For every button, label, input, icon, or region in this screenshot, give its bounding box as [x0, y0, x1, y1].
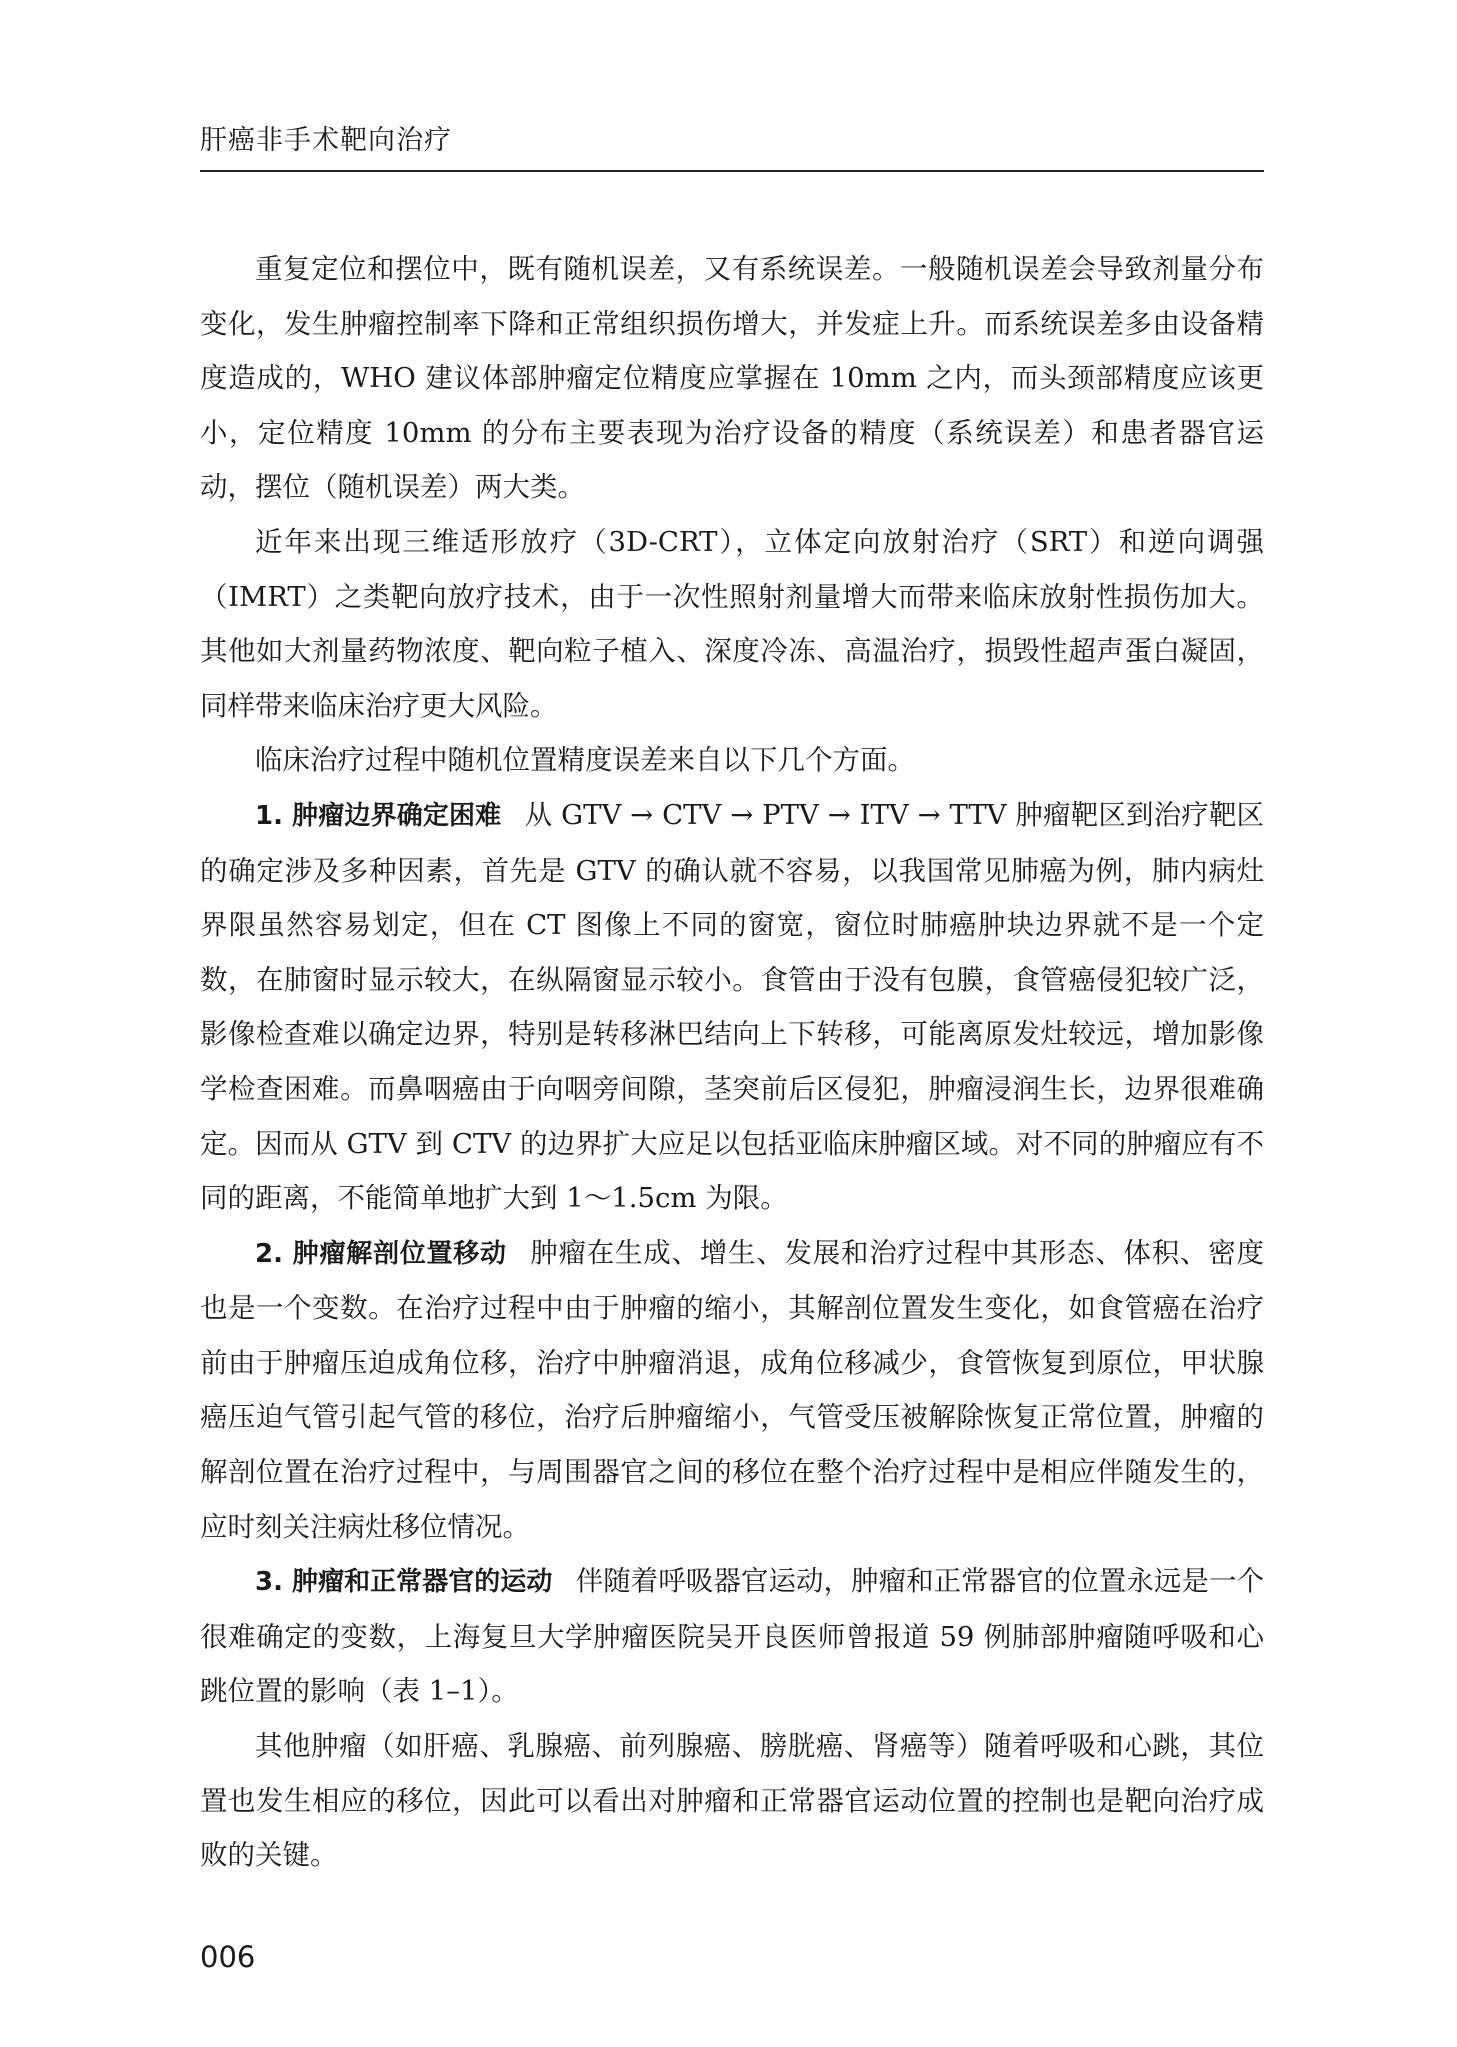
paragraph-2: 近年来出现三维适形放疗（3D-CRT），立体定向放射治疗（SRT）和逆向调强（IMRT）之类靶向放疗技术，由于一次性照射剂量增大而带来临床放射性损伤加大。其他如大剂量药物浓度、靶向粒子植入、深度冷冻、高温治疗，损毁性超声蛋白凝固，同样带来临床治疗更大风险。 [200, 525, 1264, 722]
paragraph-3: 临床治疗过程中随机位置精度误差来自以下几个方面。 [255, 744, 915, 777]
paragraph-1: 重复定位和摆位中，既有随机误差，又有系统误差。一般随机误差会导致剂量分布变化，发生肿瘤控制率下降和正常组织损伤增大，并发症上升。而系统误差多由设备精度造成的，WHO 建议体部肿瘤定位精度应掌握在 10mm 之内，而头颈部精度应该更小，定位精度 10mm 的分布主要表现为治疗设备的精度（系统误差）和患者器官运动，摆位（随机误差）两大类。 [200, 253, 1264, 504]
header-rule [200, 170, 1264, 172]
paragraph-5 [200, 1226, 1264, 1555]
paragraph-6 [200, 1554, 1264, 1719]
item-body-1: 从 GTV → CTV → PTV → ITV → TTV 肿瘤靶区到治疗靶区的确定涉及多种因素，首先是 GTV 的确认就不容易，以我国常见肺癌为例，肺内病灶界限虽然容易划定，但在 CT 图像上不同的窗宽，窗位时肺癌肿块边界就不是一个定数，在肺窗时显示较大，在纵隔窗显示较小。食管由于没有包膜，食管癌侵犯较广泛，影像检查难以确定边界，特别是转移淋巴结向上下转移，可能离原发灶较远，增加影像学检查困难。而鼻咽癌由于向咽旁间隙，茎突前后区侵犯，肿瘤浸润生长，边界很难确定。因而从 GTV 到 CTV 的边界扩大应足以包括亚临床肿瘤区域。对不同的肿瘤应有不同的距离，不能简单地扩大到 1～1.5cm 为限。 [200, 798, 1264, 1215]
body-text [200, 242, 1264, 1883]
paragraph-4 [200, 788, 1264, 1226]
running-title: 肝癌非手术靶向治疗 [200, 125, 452, 156]
item-heading-3: 3. 肿瘤和正常器官的运动 [255, 1567, 553, 1598]
item-heading-2: 2. 肿瘤解剖位置移动 [255, 1238, 507, 1269]
item-body-3: 伴随着呼吸器官运动，肿瘤和正常器官的位置永远是一个很难确定的变数，上海复旦大学肿瘤医院吴开良医师曾报道 59 例肺部肿瘤随呼吸和心跳位置的影响（表 1–1）。 [200, 1565, 1264, 1708]
item-body-2: 肿瘤在生成、增生、发展和治疗过程中其形态、体积、密度也是一个变数。在治疗过程中由于肿瘤的缩小，其解剖位置发生变化，如食管癌在治疗前由于肿瘤压迫成角位移，治疗中肿瘤消退，成角位移减少，食管恢复到原位，甲状腺癌压迫气管引起气管的移位，治疗后肿瘤缩小，气管受压被解除恢复正常位置，肿瘤的解剖位置在治疗过程中，与周围器官之间的移位在整个治疗过程中是相应伴随发生的，应时刻关注病灶移位情况。 [200, 1236, 1264, 1543]
paragraph-7: 其他肿瘤（如肝癌、乳腺癌、前列腺癌、膀胱癌、肾癌等）随着呼吸和心跳，其位置也发生相应的移位，因此可以看出对肿瘤和正常器官运动位置的控制也是靶向治疗成败的关键。 [200, 1730, 1264, 1872]
page-number: 006 [200, 1940, 256, 1974]
item-heading-1: 1. 肿瘤边界确定困难 [255, 800, 502, 831]
